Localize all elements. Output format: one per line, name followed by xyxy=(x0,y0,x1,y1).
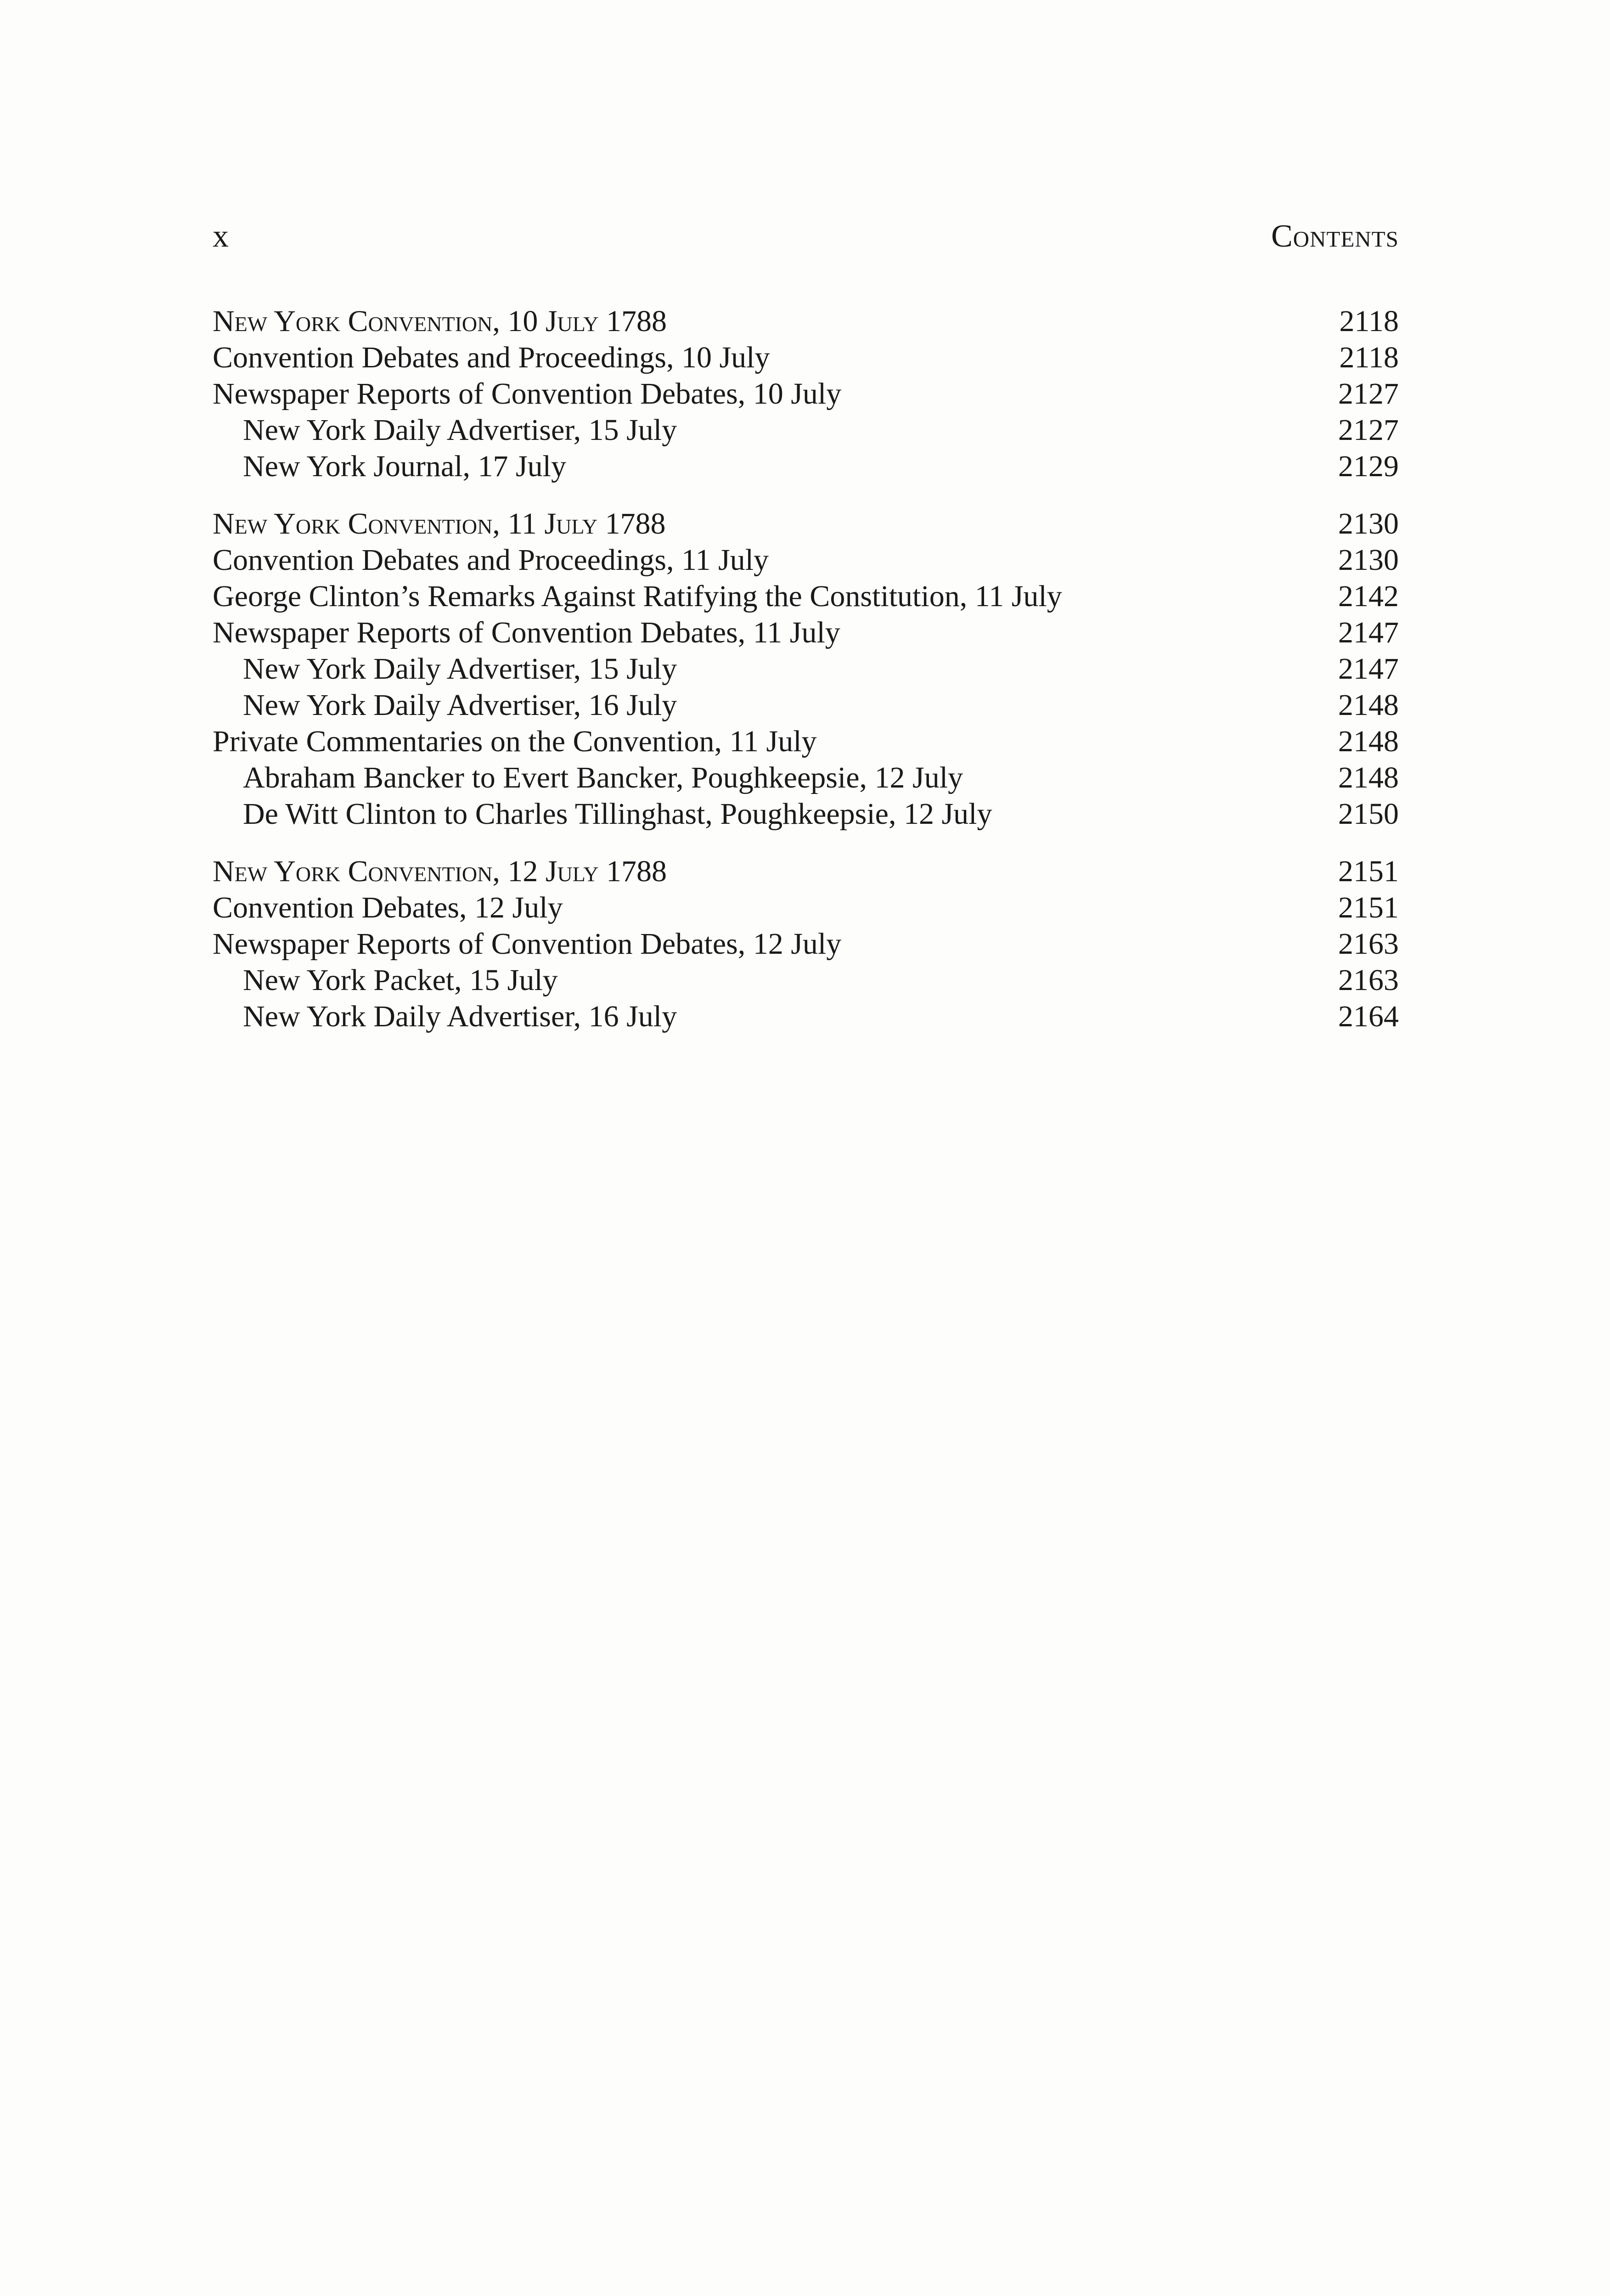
toc-entry-title: New York Daily Advertiser, 15 July xyxy=(243,413,677,447)
toc-group xyxy=(213,506,1399,832)
toc-entry-page-number: 2147 xyxy=(1338,616,1399,649)
toc-entry xyxy=(213,889,1399,926)
toc-entry-title: Newspaper Reports of Convention Debates, 12 July xyxy=(213,927,842,961)
toc-entry xyxy=(213,796,1399,832)
toc-entry-title: Newspaper Reports of Convention Debates, 11 July xyxy=(213,616,840,649)
toc-section-heading xyxy=(213,303,1399,339)
toc-entry-title: Convention Debates, 12 July xyxy=(213,891,563,924)
toc-entry-page-number: 2148 xyxy=(1338,725,1399,758)
toc-entry-title: Convention Debates and Proceedings, 10 July xyxy=(213,341,770,374)
toc-group xyxy=(213,853,1399,1035)
toc-entry-page-number: 2151 xyxy=(1338,855,1399,888)
toc-entry-title: De Witt Clinton to Charles Tillinghast, Poughkeepsie, 12 July xyxy=(243,797,992,831)
toc-section-heading xyxy=(213,853,1399,889)
toc-entry-page-number: 2130 xyxy=(1338,543,1399,577)
toc-entry-title: New York Convention, 10 July 1788 xyxy=(213,304,667,338)
toc-entry xyxy=(213,926,1399,962)
toc-entry xyxy=(213,687,1399,723)
running-head xyxy=(213,216,1399,257)
toc-entry-page-number: 2147 xyxy=(1338,652,1399,686)
toc-entry xyxy=(213,578,1399,614)
toc-entry-title: New York Journal, 17 July xyxy=(243,450,567,483)
toc-section-heading xyxy=(213,506,1399,542)
toc-entry xyxy=(213,998,1399,1035)
toc-entry-page-number: 2118 xyxy=(1339,304,1399,338)
page-folio: x xyxy=(213,219,229,254)
toc-group xyxy=(213,303,1399,484)
toc-entry-title: Convention Debates and Proceedings, 11 July xyxy=(213,543,769,577)
toc-entry xyxy=(213,448,1399,484)
toc-entry-title: New York Daily Advertiser, 16 July xyxy=(243,688,677,722)
toc-entry-title: Private Commentaries on the Convention, 11 July xyxy=(213,725,817,758)
table-of-contents xyxy=(213,303,1399,1056)
toc-entry-title: New York Packet, 15 July xyxy=(243,963,558,997)
toc-entry-page-number: 2148 xyxy=(1338,688,1399,722)
toc-entry-page-number: 2127 xyxy=(1338,377,1399,411)
toc-entry-title: New York Convention, 11 July 1788 xyxy=(213,507,666,540)
toc-entry-title: New York Daily Advertiser, 16 July xyxy=(243,1000,677,1033)
toc-entry-page-number: 2148 xyxy=(1338,761,1399,794)
toc-entry xyxy=(213,339,1399,376)
toc-entry xyxy=(213,542,1399,578)
toc-entry xyxy=(213,723,1399,760)
toc-entry-title: New York Convention, 12 July 1788 xyxy=(213,855,667,888)
running-head-title: Contents xyxy=(1271,219,1399,254)
toc-entry xyxy=(213,760,1399,796)
toc-entry-title: New York Daily Advertiser, 15 July xyxy=(243,652,677,686)
toc-entry-page-number: 2163 xyxy=(1338,927,1399,961)
toc-entry-page-number: 2130 xyxy=(1338,507,1399,540)
toc-entry xyxy=(213,376,1399,412)
toc-entry-page-number: 2129 xyxy=(1338,450,1399,483)
toc-entry-page-number: 2151 xyxy=(1338,891,1399,924)
toc-entry-page-number: 2142 xyxy=(1338,580,1399,613)
toc-entry-page-number: 2163 xyxy=(1338,963,1399,997)
toc-entry-title: Abraham Bancker to Evert Bancker, Poughkeepsie, 12 July xyxy=(243,761,963,794)
toc-entry-title: Newspaper Reports of Convention Debates, 10 July xyxy=(213,377,842,411)
toc-entry-page-number: 2164 xyxy=(1338,1000,1399,1033)
toc-entry-title: George Clinton’s Remarks Against Ratifying the Constitution, 11 July xyxy=(213,580,1062,613)
toc-entry xyxy=(213,412,1399,448)
toc-entry xyxy=(213,962,1399,998)
toc-entry xyxy=(213,651,1399,687)
toc-entry-page-number: 2118 xyxy=(1339,341,1399,374)
toc-entry xyxy=(213,614,1399,651)
toc-entry-page-number: 2127 xyxy=(1338,413,1399,447)
toc-entry-page-number: 2150 xyxy=(1338,797,1399,831)
